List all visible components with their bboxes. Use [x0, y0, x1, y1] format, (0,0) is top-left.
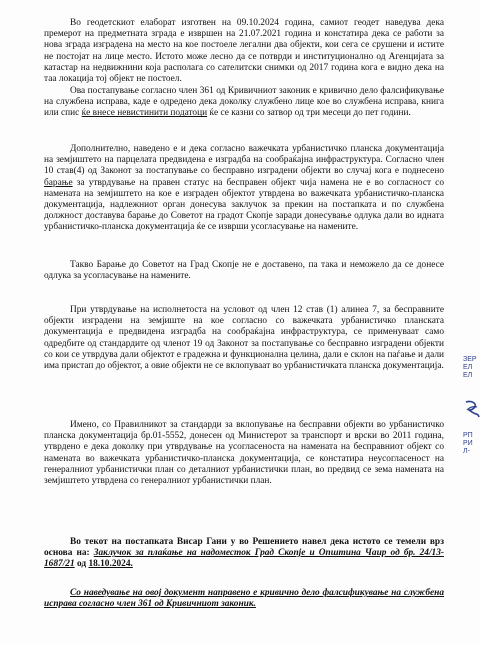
paragraph-rulebook: Имено, со Правилникот за стандарди за вклопување на бесправни објекти во урбанистичко планска документација бр.01-5552, донесен од Министерот за транспорт и врски во 2011 година, утврдено е дека доколку при утврдување на усогласеноста на намената на бесправниот објект со намената во важечката урбанистичко-планска документација, се констатира неусогласеност на генералниот урбанистички план со деталниот урбанистички план, во предвид се зема намената на земјиштето утврдена со генералниот урбанистички план. — [44, 420, 444, 487]
false-data-underlined: ќе внесе невистинити податоци — [81, 108, 208, 119]
paragraph-no-request: Такво Барање до Советот на Град Скопје не е доставено, па така и неможело да се донесе одлука за усогласување на намените. — [44, 260, 444, 282]
stamp-text-bottom: РП РИ Л- — [463, 432, 473, 455]
paragraph-conclusion: Со наведување на овој документ направено е кривично дело фалсификување на службена исправа согласно член 361 од Кривичниот законик. — [44, 588, 444, 610]
paragraph-criminal-code — [44, 86, 444, 120]
paragraph-decision-basis — [44, 537, 444, 571]
request-word-underlined: барање — [44, 177, 73, 188]
decision-basis-middle: од — [74, 559, 89, 570]
decision-basis-date: 18.10.2024. — [88, 559, 133, 570]
decision-basis-reference: Заклучок за плаќање на надоместок Град Скопје и Општина Чаир од бр. 24/13-1687/21 — [44, 548, 444, 570]
stamp-text-top: ЗЕР ЕЛ ЕЛ — [463, 356, 477, 379]
paragraph-urban-plan: Дополнително, наведено е и дека согласно важечката урбанистичко планска документација на земјиштето на парцелата предвидена е изградба на сообраќајна инфраструктура. Согласно член 10 став(4) од Законот за постапување со бесправно изградени објекти во случај кога е поднесено барање за утврдување на правен статус на бесправен објект чија намена не е во согласност со намената на земјиштето на кое е изграден објектот утврдена во важечката урбанистичко-планска документација, надлежниот орган донесува заклучок за прекин на постапката и по службена должност доставува барање до Советот на градот Скопје заради донесување одлука дали во идната урбанистичко-планска документација ќе се изврши усогласување на намените. — [44, 144, 444, 233]
paragraph-criminal-code-text: Ова постапување согласно член 361 од Кривичниот законик е кривично дело фалсификување на службена исправа, каде е одредено дека доколку службено лице кое во службена исправа, книга или спис — [44, 86, 444, 119]
paragraph-geodetic: Во геодетскиот елаборат изготвен на 09.10.2024 година, самиот геодет наведува дека премерот на предметната зграда е извршен на 21.07.2021 година и констатира дека се работи за нова зграда изградена на место на кое постоеле легални два објекти, кои сега се срушени и истите не постојат на лице место. Истото може лесно да се потврди и институционално од Агенцијата за катастар на недвижнини која располага со сателитски снимки од 2017 година кога е видно дека на таа локација тој објект не постоел. — [44, 18, 444, 85]
decision-basis-lead: Во текот на постапката Висар Гани у во Решението навел дека истото се темели врз основа на: — [44, 537, 444, 559]
stamp-signature-icon — [464, 398, 480, 420]
paragraph-article-12: При утврдување на исполнетоста на условот од член 12 став (1) алинеа 7, за бесправните објекти изградени на земјиште на кое согласно со важечката урбанистичко планската документација е предвидена изградба на сообраќајна инфраструктура, се применуваат само одредбите од стандардите од членот 19 од Законот за постапување со бесправно изградени објекти со кои се утврдува дали објектот е градежна и функционална целина, дали е склон на паѓање и дали има пристап до објектот, а овие објекти не се вклопуваат во урбанистичката планска документација. — [44, 305, 444, 372]
paragraph-criminal-code-tail: ќе се казни со затвор од три месеци до пет години. — [207, 108, 411, 119]
